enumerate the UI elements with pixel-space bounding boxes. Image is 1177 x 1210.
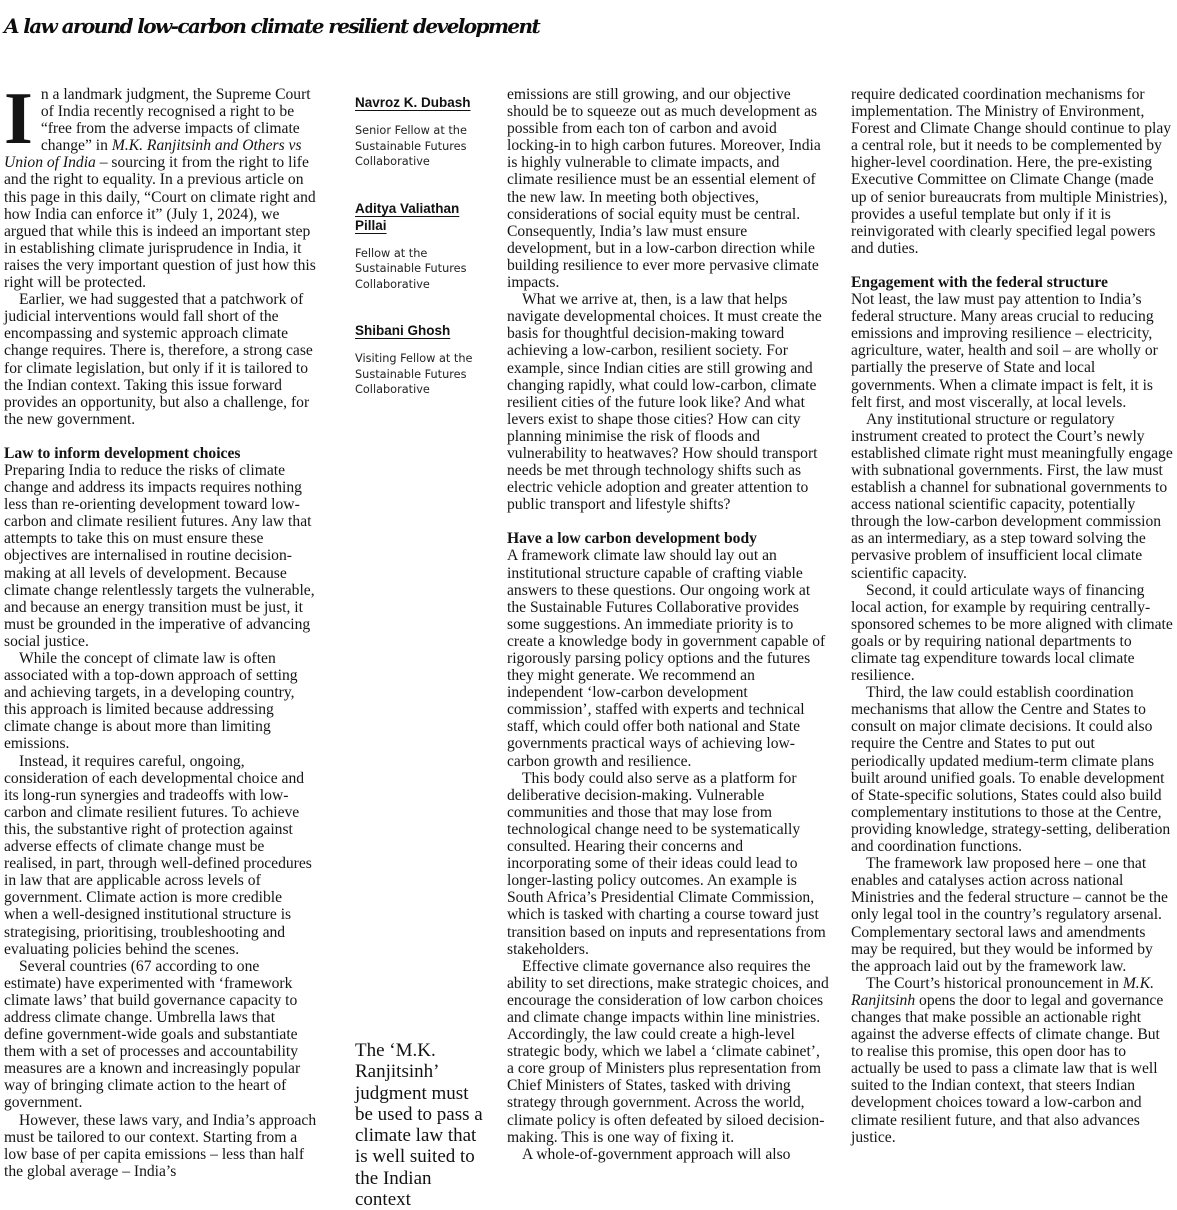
paragraph: Second, it could articulate ways of financing local action, for example by requiring centrally-sponsored schemes to be more aligned with climate goals or by requiring national departments to climate tag expenditure towards local climate resilience. (851, 581, 1173, 685)
paragraph: What we arrive at, then, is a law that helps navigate developmental choices. It must create the basis for thoughtful decision-making toward achieving a low-carbon, resilient society. For example, since Indian cities are still growing and changing rapidly, what could low-carbon, climate resilient cities of the future look like? And what levers exist to shape those cities? How can city planning minimise the risk of floods and vulnerability to heatwaves? How should transport needs be met through technology shifts such as electric vehicle adoption and greater attention to public transport and lifestyle shifts? (507, 291, 822, 514)
author-name: Aditya Valiathan Pillai (355, 200, 460, 233)
paragraph: A framework climate law should lay out an institutional structure capable of crafting viable answers to these questions. Our ongoing work at the Sustainable Futures Collaborative provides some suggestions. An immediate priority is to create a knowledge body in government capable of rigorously parsing policy options and the futures they might generate. We recommend an independent ‘low-carbon development commission’, staffed with experts and technical staff, which could offer both national and State governments practical ways of achieving low-carbon growth and resilience. (507, 547, 826, 770)
author-block (355, 322, 485, 398)
paragraph: emissions are still growing, and our objective should be to squeeze out as much development as possible from each ton of carbon and avoid locking-in to high carbon futures. Moreover, India is highly vulnerable to climate impacts, and climate resilience must be an essential element of the new law. In meeting both objectives, considerations of social equity must be central. Consequently, India’s law must ensure development, but in a low-carbon direction while building resilience to ever more pervasive climate impacts. (507, 86, 821, 292)
paragraph: require dedicated coordination mechanisms for implementation. The Ministry of Environment, Forest and Climate Change should continue to play a central role, but it needs to be complemented by higher-level coordination. Here, the pre-existing Executive Committee on Climate Change (made up of senior bureaucrats from multiple Ministries), provides a useful template but only if it is reinvigorated with clearly specified legal powers and duties. (851, 86, 1172, 257)
paragraph: Preparing India to reduce the risks of climate change and address its impacts requires nothing less than re-orienting development toward low-carbon and climate resilient futures. Any law that attempts to take this on must ensure these objectives are internalised in routine decision-making at all levels of development. Because climate change relentlessly targets the vulnerable, and because an energy transition must be just, it must be grounded in the imperative of advancing social justice. (4, 461, 315, 650)
drop-cap: I (4, 78, 33, 160)
paragraph: Third, the law could establish coordination mechanisms that allow the Centre and States to consult on major climate decisions. It could also require the Centre and States to put out periodically updated medium-term climate plans built around unified goals. To enable development of State-specific solutions, States could also build complementary institutions to those at the Centre, providing knowledge, strategy-setting, deliberation and coordination functions. (851, 684, 1171, 856)
paragraph: A whole-of-government approach will also (522, 1145, 791, 1163)
paragraph: Several countries (67 according to one estimate) have experimented with ‘framework climate laws’ that build governance capacity to address climate change. Umbrella laws that define government-wide goals and substantiate them with a set of processes and accountability measures are a known and increasingly popular way of bringing climate action to the heart of government. (4, 957, 301, 1112)
intro-paragraph-2: Earlier, we had suggested that a patchwork of judicial interventions would fall short of the encompassing and systemic approach climate change requires. There is, therefore, a strong case for climate legislation, but only if it is tailored to the Indian context. Taking this issue forward provides an opportunity, but also a challenge, for the new government. (4, 291, 313, 428)
case-name: M.K. Ranjitsinh and Others vs Union of India (4, 137, 302, 172)
author-name: Shibani Ghosh (355, 323, 451, 338)
author-role: Senior Fellow at the Sustainable Futures Collaborative (355, 124, 467, 168)
subheading-federal-structure: Engagement with the federal structure (851, 273, 1108, 291)
headline: A law around low-carbon climate resilient development (4, 14, 540, 38)
author-block (355, 200, 485, 293)
subheading-low-carbon-body: Have a low carbon development body (507, 530, 757, 548)
subheading-development-choices: Law to inform development choices (4, 444, 241, 462)
paragraph: The framework law proposed here – one that enables and catalyses action across national Ministries and the federal structure – cannot be the only legal tool in the country’s regulatory arsenal. Complementary sectoral laws and amendments may be required, but they would be informed by the approach laid out by the framework law. (851, 855, 1168, 975)
paragraph: While the concept of climate law is often associated with a top-down approach of setting and achieving targets, in a developing country, this approach is limited because addressing climate change is about more than limiting emissions. (4, 650, 298, 753)
paragraph: Effective climate governance also requires the ability to set directions, make strategic choices, and encourage the consideration of low carbon choices and climate change impacts within line ministries. Accordingly, the law could create a high-level strategic body, which we label a ‘climate cabinet’, a core group of Ministers plus representation from Chief Ministers of States, tasked with driving strategy through government. Across the world, climate policy is often defeated by siloed decision-making. This is one way of fixing it. (507, 957, 829, 1146)
author-role: Fellow at the Sustainable Futures Collaborative (355, 246, 467, 291)
paragraph: Any institutional structure or regulatory instrument created to protect the Court’s newly established climate right must meaningfully engage with subnational governments. First, the law must establish a channel for subnational governments to access national scientific capacity, potentially through the low-carbon development commission as an intermediary, as a step toward solving the pervasive problem of insufficient local climate scientific capacity. (851, 410, 1173, 582)
paragraph: The Court’s historical pronouncement in M.K. Ranjitsinh opens the door to legal and governance changes that make possible an actionable right against the adverse effects of climate change. But to realise this promise, this open door has to actually be used to pass a climate law that is well suited to the Indian context, that steers Indian development choices toward a low-carbon and climate resilient future, and that also advances justice. (851, 974, 1164, 1146)
paragraph: However, these laws vary, and India’s approach must be tailored to our context. Starting from a low base of per capita emissions – less than half the global average – India’s (4, 1111, 317, 1180)
intro-paragraph-1: In a landmark judgment, the Supreme Court of India recently recognised a right to be “free from the adverse impacts of climate change” in M.K. Ranjitsinh and Others vs Union of India – sourcing it from the right to life and the right to equality. In a previous article on this page in this daily, “Court on climate right and how India can enforce it” (July 1, 2024), we argued that while this is indeed an important step in establishing climate jurisprudence in India, it raises the very important question of just how this right will be protected. (4, 78, 316, 292)
pull-quote: The ‘M.K. Ranjitsinh’ judgment must be used to pass a climate law that is well suited to the Indian context (355, 1040, 483, 1210)
case-name: M.K. Ranjitsinh (851, 974, 1154, 1009)
paragraph: Instead, it requires careful, ongoing, consideration of each developmental choice and its long-run synergies and tradeoffs with low-carbon and climate resilient futures. To achieve this, the substantive right of protection against adverse effects of climate change must be realised, in part, through well-defined procedures in law that are applicable across levels of government. Climate action is more credible when a well-designed institutional structure is strategising, prioritising, troubleshooting and evaluating policies behind the scenes. (4, 752, 312, 958)
article-column-3 (507, 86, 829, 1163)
paragraph: Not least, the law must pay attention to India’s federal structure. Many areas crucial to reducing emissions and improving resilience – electricity, agriculture, water, health and soil – are wholly or partially the preserve of State and local governments. When a climate impact is felt, it is felt first, and most viscerally, at local levels. (851, 291, 1158, 411)
article-column-1 (4, 78, 317, 1180)
author-name: Navroz K. Dubash (355, 95, 471, 110)
author-role: Visiting Fellow at the Sustainable Futures Collaborative (355, 352, 473, 396)
paragraph: This body could also serve as a platform for deliberative decision-making. Vulnerable communities and those that may lose from technological change need to be systematically consulted. Hearing their concerns and incorporating some of their ideas could lead to longer-lasting policy outcomes. An example is South Africa’s Presidential Climate Commission, which is tasked with charting a course toward just transition based on inputs and representations from stakeholders. (507, 769, 826, 958)
article-column-4 (851, 86, 1173, 1146)
byline-column (355, 94, 485, 428)
author-block (355, 94, 485, 170)
